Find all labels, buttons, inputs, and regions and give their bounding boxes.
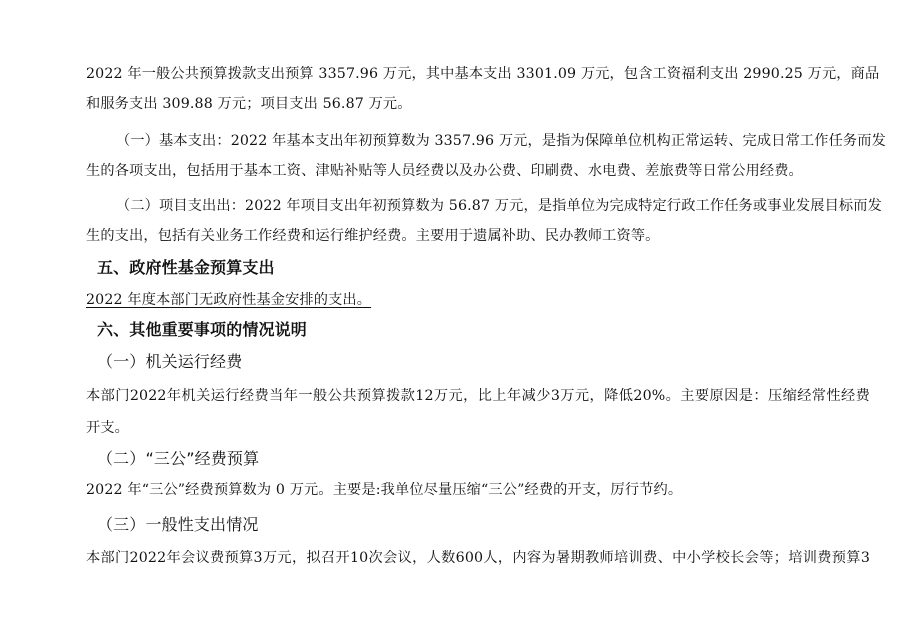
paragraph-general-budget-line-1: 2022 年一般公共预算拨款支出预算 3357.96 万元，其中基本支出 3301.09 万元，包含工资福利支出 2990.25 万元，商品 xyxy=(86,66,880,82)
paragraph-general-expenditure-line-1: 本部门2022年会议费预算3万元，拟召开10次会议，人数600人，内容为暑期教师培训费、中小学校长会等；培训费预算3 xyxy=(86,550,870,566)
paragraph-project-expenditure-line-2: 生的支出，包括有关业务工作经费和运行维护经费。主要用于遗属补助、民办教师工资等。 xyxy=(86,228,660,244)
paragraph-project-expenditure-line-1: （二）项目支出出：2022 年项目支出年初预算数为 56.87 万元，是指单位为完成特定行政工作任务或事业发展目标而发 xyxy=(116,198,882,214)
paragraph-three-public-expenses: 2022 年“三公”经费预算数为 0 万元。主要是:我单位尽量压缩“三公”经费的开支，厉行节约。 xyxy=(86,482,683,498)
subheading-agency-operating-costs: （一）机关运行经费 xyxy=(97,352,243,371)
paragraph-operating-costs-line-2: 开支。 xyxy=(86,420,130,436)
paragraph-basic-expenditure-line-1: （一）基本支出：2022 年基本支出年初预算数为 3357.96 万元，是指为保障单位机构正常运转、完成日常工作任务而发 xyxy=(116,133,886,149)
paragraph-operating-costs-line-1: 本部门2022年机关运行经费当年一般公共预算拨款12万元，比上年减少3万元，降低20%。主要原因是：压缩经常性经费 xyxy=(86,388,870,404)
heading-section-6: 六、其他重要事项的情况说明 xyxy=(97,320,307,339)
paragraph-government-fund: 2022 年度本部门无政府性基金安排的支出。 xyxy=(86,292,372,308)
heading-section-5: 五、政府性基金预算支出 xyxy=(97,258,275,277)
paragraph-general-budget-line-2: 和服务支出 309.88 万元；项目支出 56.87 万元。 xyxy=(86,96,412,112)
subheading-general-expenditure: （三）一般性支出情况 xyxy=(97,515,259,534)
subheading-three-public-expenses: （二）“三公”经费预算 xyxy=(97,449,260,468)
paragraph-basic-expenditure-line-2: 生的各项支出，包括用于基本工资、津贴补贴等人员经费以及办公费、印刷费、水电费、差旅费等日常公用经费。 xyxy=(86,163,803,179)
